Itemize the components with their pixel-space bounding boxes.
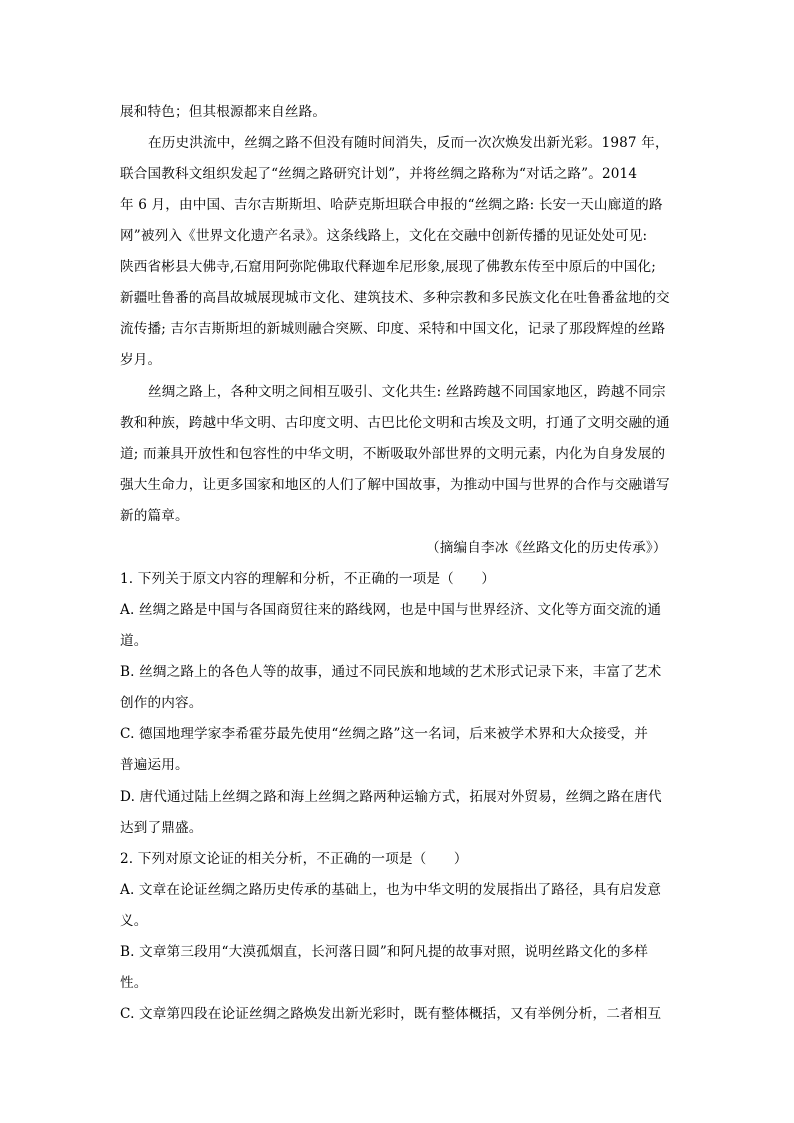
paragraph-line: 丝绸之路上，各种文明之间相互吸引、文化共生: 丝路跨越不同国家地区，跨越不同宗 [148, 384, 666, 400]
question-2-option-b: B. 文章第三段用“大漠孤烟直，长河落日圆”和阿凡提的故事对照，说明丝路文化的多样 [120, 944, 649, 960]
paragraph-line: 道; 而兼具开放性和包容性的中华文明，不断吸取外部世界的文明元素，内化为自身发展的 [120, 446, 666, 462]
paragraph-line: 联合国教科文组织发起了“丝绸之路研究计划”，并将丝绸之路称为“对话之路”。2014 [120, 166, 638, 182]
paragraph-line: 新疆吐鲁番的高昌故城展现城市文化、建筑技术、多种宗教和多民族文化在吐鲁番盆地的交 [120, 290, 670, 306]
paragraph-line: 年 6 月，由中国、吉尔吉斯斯坦、哈萨克斯坦联合申报的“丝绸之路: 长安一天山廊道的路 [120, 197, 663, 213]
question-2-option-b-cont: 性。 [120, 975, 148, 991]
question-1-option-a: A. 丝绸之路是中国与各国商贸往来的路线网，也是中国与世界经济、文化等方面交流的通 [120, 602, 662, 618]
question-1-option-c-cont: 普遍运用。 [120, 757, 189, 773]
paragraph-line: 陕西省彬县大佛寺,石窟用阿弥陀佛取代释迦牟尼形象,展现了佛教东传至中原后的中国化; [120, 259, 656, 275]
question-1-option-b-cont: 创作的内容。 [120, 695, 203, 711]
question-1-option-c: C. 德国地理学家李希霍芬最先使用“丝绸之路”这一名词，后来被学术界和大众接受，并 [120, 726, 648, 742]
paragraph-line: 新的篇章。 [120, 508, 189, 524]
source-citation: （摘编自李冰《丝路文化的历史传承》） [426, 540, 667, 556]
question-1-option-d: D. 唐代通过陆上丝绸之路和海上丝绸之路两种运输方式，拓展对外贸易，丝绸之路在唐代 [120, 789, 662, 805]
paragraph-line: 展和特色；但其根源都来自丝路。 [120, 104, 327, 120]
paragraph-line: 在历史洪流中，丝绸之路不但没有随时间消失，反而一次次焕发出新光彩。1987 年， [148, 135, 669, 151]
question-2-stem: 2. 下列对原文论证的相关分析，不正确的一项是（ ） [120, 851, 468, 867]
question-1-option-d-cont: 达到了鼎盛。 [120, 820, 203, 836]
question-1-option-a-cont: 道。 [120, 633, 148, 649]
paragraph-line: 流传播; 吉尔吉斯斯坦的新城则融合突厥、印度、采特和中国文化，记录了那段辉煌的丝路 [120, 321, 666, 337]
question-2-option-a: A. 文章在论证丝绸之路历史传承的基础上，也为中华文明的发展指出了路径，具有启发意 [120, 882, 662, 898]
paragraph-line: 岁月。 [120, 352, 162, 368]
question-2-option-c: C. 文章第四段在论证丝绸之路焕发出新光彩时，既有整体概括，又有举例分析，二者相互 [120, 1006, 662, 1022]
paragraph-line: 网”被列入《世界文化遗产名录》。这条线路上，文化在交融中创新传播的见证处处可见: [120, 228, 648, 244]
paragraph-line: 教和种族，跨越中华文明、古印度文明、古巴比伦文明和古埃及文明，打通了文明交融的通 [120, 415, 670, 431]
paragraph-line: 强大生命力，让更多国家和地区的人们了解中国故事，为推动中国与世界的合作与交融谱写 [120, 477, 670, 493]
question-1-option-b: B. 丝绸之路上的各色人等的故事，通过不同民族和地域的艺术形式记录下来，丰富了艺术 [120, 664, 662, 680]
question-1-stem: 1. 下列关于原文内容的理解和分析，不正确的一项是（ ） [120, 571, 496, 587]
question-2-option-a-cont: 义。 [120, 913, 148, 929]
